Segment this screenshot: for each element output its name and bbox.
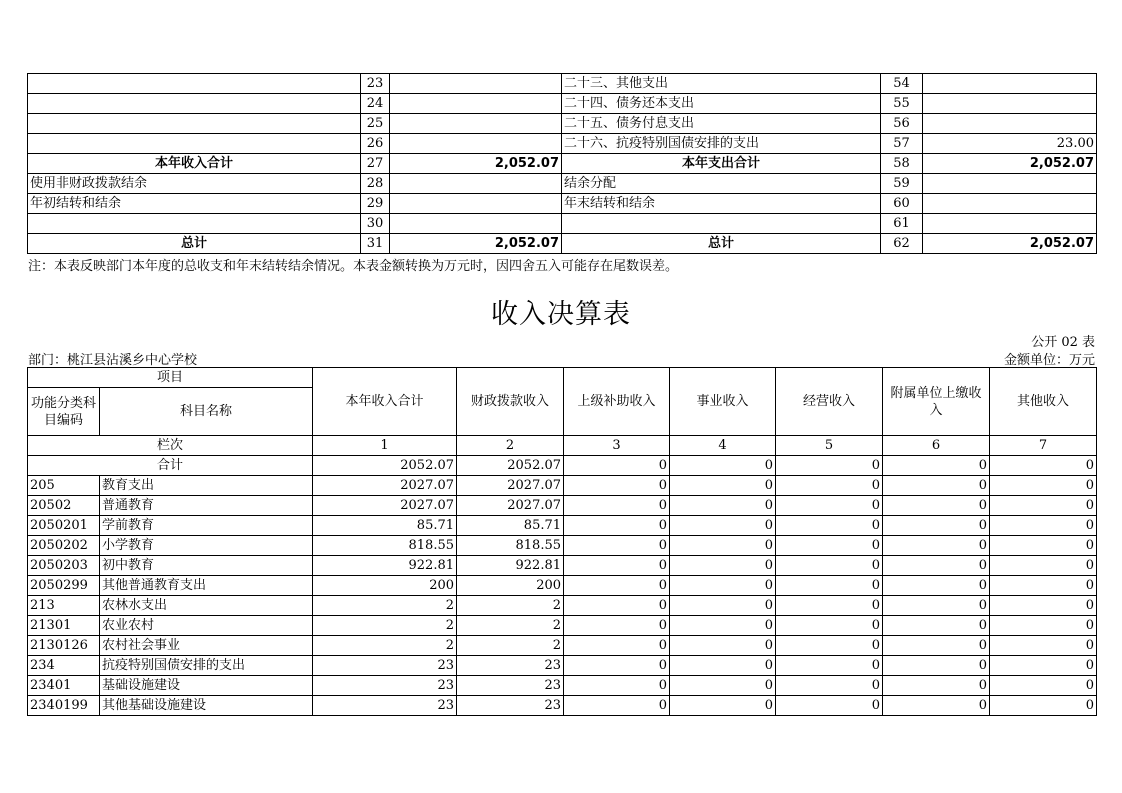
expense-item-value	[923, 214, 1097, 234]
table-row	[28, 636, 1097, 656]
header-col-5: 经营收入	[776, 368, 883, 436]
subject-name: 教育支出	[100, 476, 313, 496]
income-value: 0	[990, 596, 1097, 616]
income-value: 0	[883, 476, 990, 496]
income-value: 0	[776, 576, 883, 596]
summary-row	[28, 194, 1097, 214]
summary-row	[28, 174, 1097, 194]
subject-name: 抗疫特别国债安排的支出	[100, 656, 313, 676]
subject-name: 其他普通教育支出	[100, 576, 313, 596]
expense-item-label: 结余分配	[562, 174, 881, 194]
expense-line-number: 58	[881, 154, 923, 174]
table-row	[28, 536, 1097, 556]
income-value: 0	[990, 656, 1097, 676]
income-item-value	[390, 194, 562, 214]
income-item-value: 2,052.07	[390, 154, 562, 174]
income-value: 0	[883, 596, 990, 616]
income-item-value	[390, 74, 562, 94]
table-row	[28, 696, 1097, 716]
income-value: 23	[313, 656, 457, 676]
subject-name: 学前教育	[100, 516, 313, 536]
income-value: 0	[776, 476, 883, 496]
subject-name: 农村社会事业	[100, 636, 313, 656]
expense-item-value	[923, 194, 1097, 214]
table-row	[28, 616, 1097, 636]
expense-item-value: 2,052.07	[923, 234, 1097, 254]
income-value: 0	[883, 636, 990, 656]
income-value: 0	[564, 516, 670, 536]
income-value: 0	[990, 496, 1097, 516]
income-value: 200	[313, 576, 457, 596]
income-value: 0	[990, 576, 1097, 596]
income-value: 0	[564, 696, 670, 716]
summary-row	[28, 134, 1097, 154]
income-value: 23	[313, 676, 457, 696]
expense-line-number: 54	[881, 74, 923, 94]
income-item-label: 使用非财政拨款结余	[28, 174, 361, 194]
department-label: 部门：桃江县沾溪乡中心学校	[28, 353, 198, 368]
summary-row	[28, 154, 1097, 174]
income-value: 0	[776, 496, 883, 516]
header-project: 项目	[28, 368, 313, 388]
subject-code: 2050201	[28, 516, 100, 536]
col-index: 5	[776, 436, 883, 456]
income-value: 0	[883, 676, 990, 696]
table-row	[28, 596, 1097, 616]
income-value: 0	[564, 656, 670, 676]
income-item-value: 2,052.07	[390, 234, 562, 254]
income-line-number: 23	[361, 74, 390, 94]
table-row	[28, 576, 1097, 596]
expense-item-value: 23.00	[923, 134, 1097, 154]
income-value: 0	[990, 516, 1097, 536]
income-value: 0	[883, 576, 990, 596]
income-value: 0	[670, 476, 776, 496]
expense-item-value	[923, 74, 1097, 94]
col-index: 7	[990, 436, 1097, 456]
income-value: 0	[776, 616, 883, 636]
income-value: 2	[313, 596, 457, 616]
income-value: 818.55	[457, 536, 564, 556]
income-value: 2027.07	[457, 476, 564, 496]
income-value: 922.81	[313, 556, 457, 576]
income-value: 0	[670, 676, 776, 696]
total-value: 0	[883, 456, 990, 476]
expense-line-number: 56	[881, 114, 923, 134]
subject-code: 23401	[28, 676, 100, 696]
income-value: 0	[670, 556, 776, 576]
income-value: 0	[776, 536, 883, 556]
expense-item-label: 本年支出合计	[562, 154, 881, 174]
income-value: 0	[564, 536, 670, 556]
col-index-label: 栏次	[28, 436, 313, 456]
income-line-number: 25	[361, 114, 390, 134]
income-value: 2	[313, 616, 457, 636]
income-value: 0	[564, 596, 670, 616]
income-value: 0	[670, 576, 776, 596]
income-item-label: 本年收入合计	[28, 154, 361, 174]
income-item-label: 总计	[28, 234, 361, 254]
summary-row	[28, 234, 1097, 254]
expense-item-label: 二十六、抗疫特别国债安排的支出	[562, 134, 881, 154]
table-row	[28, 556, 1097, 576]
income-item-value	[390, 134, 562, 154]
header-code: 功能分类科目编码	[28, 388, 100, 436]
income-value: 0	[776, 516, 883, 536]
income-value: 0	[990, 556, 1097, 576]
income-value: 0	[564, 676, 670, 696]
income-value: 0	[883, 496, 990, 516]
income-value: 0	[776, 656, 883, 676]
subject-name: 初中教育	[100, 556, 313, 576]
table-note: 注：本表反映部门本年度的总收支和年末结转结余情况。本表金额转换为万元时，因四舍五入可能存在尾数误差。	[28, 259, 679, 274]
income-value: 0	[670, 496, 776, 516]
amount-unit-label: 金额单位：万元	[1003, 353, 1095, 368]
income-line-number: 27	[361, 154, 390, 174]
income-value: 818.55	[313, 536, 457, 556]
subject-name: 普通教育	[100, 496, 313, 516]
income-item-value	[390, 174, 562, 194]
subject-code: 20502	[28, 496, 100, 516]
total-label: 合计	[28, 456, 313, 476]
expense-item-value: 2,052.07	[923, 154, 1097, 174]
expense-line-number: 62	[881, 234, 923, 254]
summary-row	[28, 74, 1097, 94]
income-value: 85.71	[313, 516, 457, 536]
income-value: 0	[564, 556, 670, 576]
header-col-4: 事业收入	[670, 368, 776, 436]
total-value: 0	[564, 456, 670, 476]
income-value: 2	[313, 636, 457, 656]
income-value: 0	[776, 556, 883, 576]
income-item-label	[28, 94, 361, 114]
subject-code: 213	[28, 596, 100, 616]
col-index: 2	[457, 436, 564, 456]
income-value: 0	[670, 536, 776, 556]
col-index: 4	[670, 436, 776, 456]
income-value: 0	[990, 676, 1097, 696]
income-value: 0	[564, 476, 670, 496]
form-number: 公开 02 表	[1031, 335, 1095, 350]
subject-code: 205	[28, 476, 100, 496]
income-value: 0	[670, 616, 776, 636]
income-line-number: 26	[361, 134, 390, 154]
income-value: 0	[883, 696, 990, 716]
income-value: 0	[990, 616, 1097, 636]
subject-code: 2340199	[28, 696, 100, 716]
income-value: 200	[457, 576, 564, 596]
total-value: 2052.07	[313, 456, 457, 476]
total-value: 0	[776, 456, 883, 476]
income-line-number: 28	[361, 174, 390, 194]
summary-table	[27, 73, 1097, 254]
summary-row	[28, 214, 1097, 234]
income-item-label: 年初结转和结余	[28, 194, 361, 214]
income-value: 0	[564, 636, 670, 656]
income-value: 23	[457, 696, 564, 716]
income-line-number: 24	[361, 94, 390, 114]
income-value: 2027.07	[313, 476, 457, 496]
header-col-1: 本年收入合计	[313, 368, 457, 436]
expense-item-value	[923, 114, 1097, 134]
expense-item-label	[562, 214, 881, 234]
subject-code: 2050299	[28, 576, 100, 596]
income-value: 0	[776, 596, 883, 616]
header-col-2: 财政拨款收入	[457, 368, 564, 436]
subject-code: 21301	[28, 616, 100, 636]
income-value: 0	[670, 596, 776, 616]
income-value: 0	[883, 516, 990, 536]
subject-code: 2050203	[28, 556, 100, 576]
subject-name: 小学教育	[100, 536, 313, 556]
income-item-label	[28, 134, 361, 154]
income-item-label	[28, 114, 361, 134]
income-line-number: 30	[361, 214, 390, 234]
income-value: 0	[883, 536, 990, 556]
expense-item-label: 二十五、债务付息支出	[562, 114, 881, 134]
income-value: 0	[564, 576, 670, 596]
income-value: 0	[990, 636, 1097, 656]
expense-item-label: 二十三、其他支出	[562, 74, 881, 94]
header-col-3: 上级补助收入	[564, 368, 670, 436]
expense-item-value	[923, 174, 1097, 194]
header-name: 科目名称	[100, 388, 313, 436]
income-value: 23	[457, 656, 564, 676]
income-item-label	[28, 74, 361, 94]
col-index: 1	[313, 436, 457, 456]
income-value: 2027.07	[457, 496, 564, 516]
table-row	[28, 476, 1097, 496]
total-value: 2052.07	[457, 456, 564, 476]
total-value: 0	[990, 456, 1097, 476]
income-value: 922.81	[457, 556, 564, 576]
subject-name: 农林水支出	[100, 596, 313, 616]
expense-line-number: 59	[881, 174, 923, 194]
expense-item-value	[923, 94, 1097, 114]
income-value: 2	[457, 636, 564, 656]
income-value: 23	[313, 696, 457, 716]
income-value: 0	[670, 696, 776, 716]
table-row	[28, 516, 1097, 536]
income-value: 85.71	[457, 516, 564, 536]
subject-name: 其他基础设施建设	[100, 696, 313, 716]
col-index: 3	[564, 436, 670, 456]
income-value: 0	[564, 616, 670, 636]
table-row	[28, 496, 1097, 516]
income-value: 0	[776, 696, 883, 716]
income-line-number: 31	[361, 234, 390, 254]
subject-code: 234	[28, 656, 100, 676]
expense-line-number: 61	[881, 214, 923, 234]
income-value: 23	[457, 676, 564, 696]
expense-item-label: 总计	[562, 234, 881, 254]
col-index: 6	[883, 436, 990, 456]
income-item-label	[28, 214, 361, 234]
page-title: 收入决算表	[491, 299, 631, 330]
income-value: 2	[457, 616, 564, 636]
expense-line-number: 60	[881, 194, 923, 214]
table-row	[28, 656, 1097, 676]
expense-item-label: 年末结转和结余	[562, 194, 881, 214]
income-value: 0	[670, 636, 776, 656]
income-value: 0	[670, 656, 776, 676]
subject-name: 基础设施建设	[100, 676, 313, 696]
subject-name: 农业农村	[100, 616, 313, 636]
header-col-7: 其他收入	[990, 368, 1097, 436]
header-col-6: 附属单位上缴收入	[883, 368, 990, 436]
income-value: 0	[776, 676, 883, 696]
income-value: 0	[776, 636, 883, 656]
income-item-value	[390, 94, 562, 114]
income-value: 0	[990, 696, 1097, 716]
income-table	[27, 367, 1097, 716]
income-line-number: 29	[361, 194, 390, 214]
income-value: 0	[670, 516, 776, 536]
total-value: 0	[670, 456, 776, 476]
income-value: 0	[564, 496, 670, 516]
subject-code: 2050202	[28, 536, 100, 556]
income-value: 0	[883, 616, 990, 636]
income-item-value	[390, 114, 562, 134]
income-item-value	[390, 214, 562, 234]
expense-item-label: 二十四、债务还本支出	[562, 94, 881, 114]
income-value: 2	[457, 596, 564, 616]
income-value: 0	[883, 556, 990, 576]
expense-line-number: 57	[881, 134, 923, 154]
summary-row	[28, 94, 1097, 114]
summary-row	[28, 114, 1097, 134]
income-value: 0	[990, 476, 1097, 496]
income-value: 0	[883, 656, 990, 676]
expense-line-number: 55	[881, 94, 923, 114]
income-value: 2027.07	[313, 496, 457, 516]
subject-code: 2130126	[28, 636, 100, 656]
income-value: 0	[990, 536, 1097, 556]
table-row	[28, 676, 1097, 696]
